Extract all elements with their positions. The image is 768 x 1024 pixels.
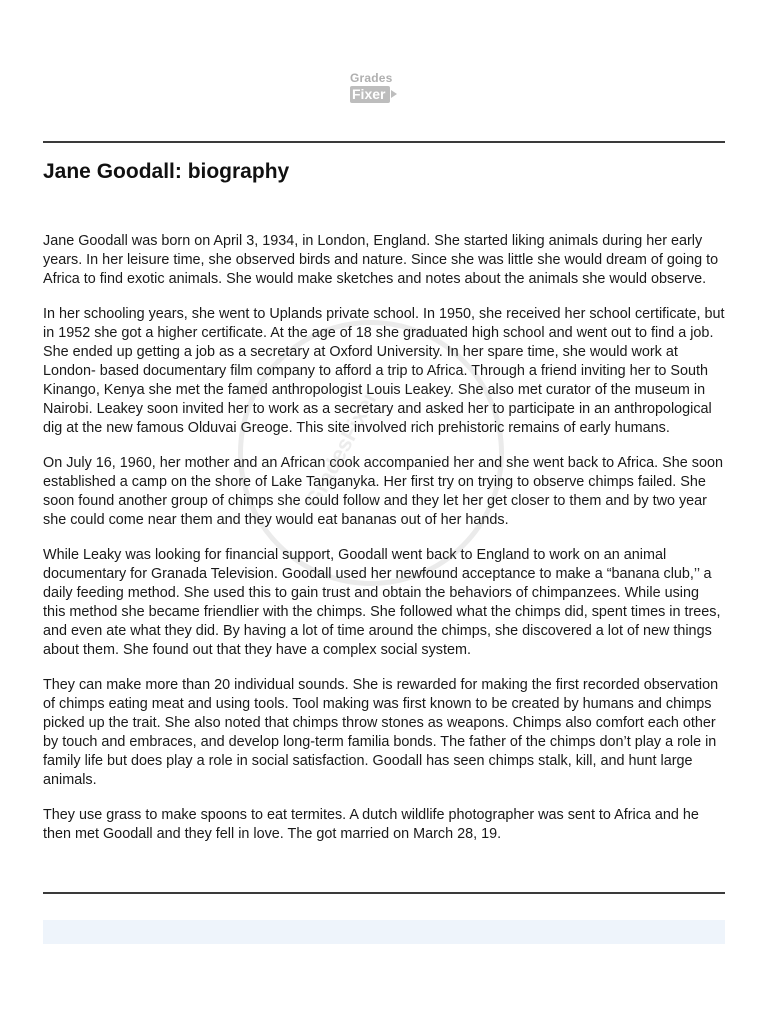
paragraph-4: While Leaky was looking for financial support, Goodall went back to England to work on an animal documentary for Granada Television. Goodall used her newfound acceptance to make a “banana club,’’ a daily feeding method. She used this to gain trust and obtain the behaviors of chimpanzees. While using this method she became friendlier with the chimps. She followed what the chimps did, spent times in trees, and even ate what they did. By having a lot of time around the chimps, she discovered a lot of new things about them. She found out that they have a complex social system. (43, 547, 721, 658)
footer-band (43, 920, 725, 944)
top-divider (43, 141, 725, 143)
paragraph-1: Jane Goodall was born on April 3, 1934, in London, England. She started liking animals during her early years. In her leisure time, she observed birds and nature. Since she was little she would dream of going to Africa to find exotic animals. She would make sketches and notes about the animals she would observe. (43, 233, 719, 287)
document-body (43, 232, 725, 860)
bottom-divider (43, 892, 725, 894)
paragraph-3: On July 16, 1960, her mother and an African cook accompanied her and she went back to Africa. She soon established a camp on the shore of Lake Tanganyka. Her first try on trying to observe chimps failed. She soon found another group of chimps she could follow and they let her get closer to them and by two year she could come near them and they would eat bananas out of her hands. (43, 455, 723, 528)
paragraph-6: They use grass to make spoons to eat termites. A dutch wildlife photographer was sent to Africa and he then met Goodall and they fell in love. The got married on March 28, 19. (43, 807, 699, 842)
logo-badge-word: Fixer (350, 86, 390, 103)
watermark-text: GradesFixer (300, 386, 383, 512)
logo-top-word: Grades (350, 71, 393, 85)
paragraph-5: They can make more than 20 individual sounds. She is rewarded for making the first recorded observation of chimps eating meat and using tools. Tool making was first known to be created by humans and chimps picked up the trait. She also noted that chimps throw stones as weapons. Chimps also comfort each other by touch and embraces, and develop long-term familia bonds. The father of the chimps don’t play a role in family life but does play a role in social satisfaction. Goodall has seen chimps stalk, kill, and hunt large animals. (43, 677, 719, 788)
document-title: Jane Goodall: biography (43, 160, 290, 183)
paragraph-2: In her schooling years, she went to Uplands private school. In 1950, she received her school certificate, but in 1952 she got a higher certificate. At the age of 18 she graduated high school and went out to find a job. She ended up getting a job as a secretary at Oxford University. In her spare time, she would work at London- based documentary film company to afford a trip to Africa. Through a friend inviting her to South Kinango, Kenya she met the famed anthropologist Louis Leakey. She also met curator of the museum in Nairobi. Leakey soon invited her to work as a secretary and asked her to participate in an anthropological dig at the new famous Olduvai Greoge. This site involved rich prehistoric remains of early humans. (43, 306, 725, 436)
gradesfixer-logo (350, 72, 422, 108)
